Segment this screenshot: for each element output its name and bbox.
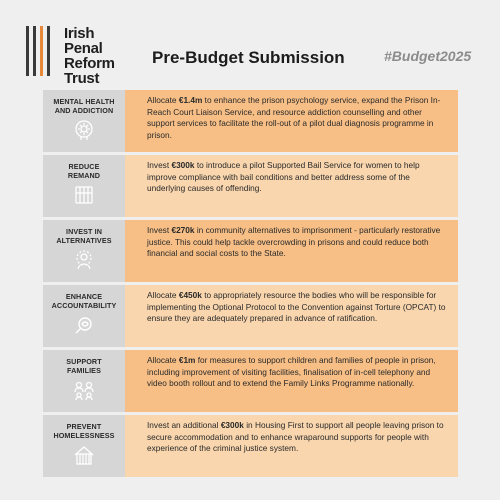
community-icon <box>73 249 95 271</box>
logo-line: Irish <box>64 25 95 42</box>
row-text-post: to introduce a pilot Supported Bail Service for women to help improve compliance with bail conditions and better address some of the underlying causes of offending. <box>147 160 420 194</box>
row-label <box>43 415 125 477</box>
logo-line: Reform <box>64 55 115 72</box>
row-text <box>125 415 458 477</box>
brain-gear-icon <box>73 119 95 141</box>
logo-line: Penal <box>64 40 103 57</box>
page-title: Pre-Budget Submission <box>152 48 345 67</box>
row-support-families <box>43 350 458 412</box>
row-reduce-remand <box>43 155 458 217</box>
row-amount: €450k <box>178 290 202 300</box>
row-text-pre: Invest <box>147 160 172 170</box>
row-text <box>125 90 458 152</box>
hashtag: #Budget2025 <box>384 48 472 64</box>
submission-list <box>43 90 458 480</box>
row-text-pre: Allocate <box>147 290 179 300</box>
row-enhance-accountability <box>43 285 458 347</box>
row-text <box>125 350 458 412</box>
house-icon <box>73 444 95 466</box>
row-label <box>43 220 125 282</box>
row-label-text: MENTAL HEALTH AND ADDICTION <box>53 97 115 115</box>
row-mental-health <box>43 90 458 152</box>
header <box>0 0 500 88</box>
row-label <box>43 155 125 217</box>
row-invest-alternatives <box>43 220 458 282</box>
row-label-text: INVEST IN ALTERNATIVES <box>56 227 112 245</box>
logo-line: Trust <box>64 70 100 87</box>
row-label-text: SUPPORT FAMILIES <box>66 357 102 375</box>
row-text-post: to appropriately resource the bodies who will be responsible for implementing the Optional Protocol to the Convention against Torture (OPCAT) to ensure they are adequately prepared in advance of ratification. <box>147 290 446 324</box>
row-label-text: PREVENT HOMELESSNESS <box>53 422 115 440</box>
row-text-pre: Invest <box>147 225 172 235</box>
row-amount: €1m <box>178 355 196 365</box>
magnifier-icon <box>73 314 95 336</box>
row-text-post: in community alternatives to imprisonment - particularly restorative justice. This could help tackle overcrowding in prisons and could reduce both financial and social costs to the State. <box>147 225 441 259</box>
row-label-text: REDUCE REMAND <box>67 162 101 180</box>
logo-text <box>64 26 115 86</box>
row-text-post: in Housing First to support all people leaving prison to secure accommodation and to enhance wraparound supports for people with experience of the criminal justice system. <box>147 420 444 454</box>
prison-bars-icon <box>73 184 95 206</box>
logo-bars-icon <box>26 26 66 76</box>
row-label-text: ENHANCE ACCOUNTABILITY <box>51 292 117 310</box>
row-label <box>43 350 125 412</box>
row-amount: €300k <box>171 160 195 170</box>
row-label <box>43 285 125 347</box>
row-text-pre: Allocate <box>147 95 179 105</box>
row-label <box>43 90 125 152</box>
row-amount: €270k <box>171 225 195 235</box>
row-amount: €1.4m <box>178 95 203 105</box>
row-text-pre: Allocate <box>147 355 179 365</box>
row-text-post: for measures to support children and families of people in prison, including improvement of visiting facilities, finalisation of in-cell telephony and video booth rollout and to extend the Family Links Programme nationally. <box>147 355 436 389</box>
row-text <box>125 155 458 217</box>
row-text <box>125 220 458 282</box>
row-amount: €300k <box>220 420 244 430</box>
row-text-pre: Invest an additional <box>147 420 221 430</box>
family-icon <box>73 379 95 401</box>
row-prevent-homelessness <box>43 415 458 477</box>
row-text <box>125 285 458 347</box>
row-text-post: to enhance the prison psychology service, expand the Prison In-Reach Court Liaison Service, and resource addiction counselling and other support services to facilitate the roll-out of a pilot dual diagnosis programme in prison. <box>147 95 441 140</box>
